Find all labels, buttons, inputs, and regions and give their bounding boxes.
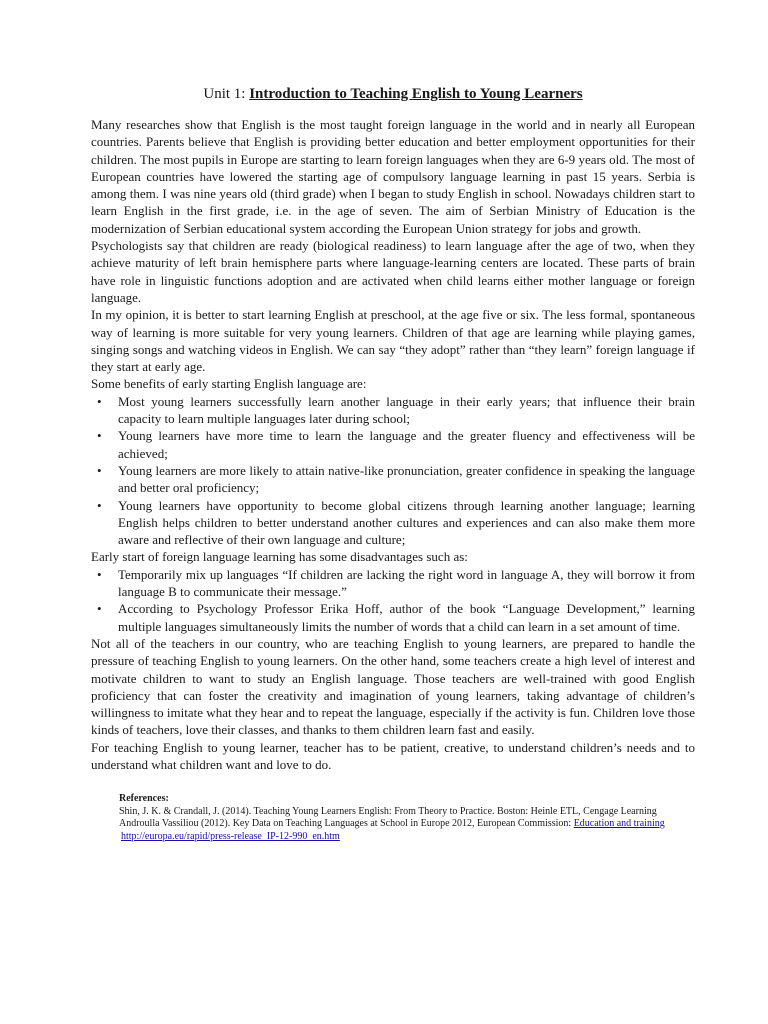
title-main: Introduction to Teaching English to Young Learners <box>249 86 583 102</box>
list-item <box>91 393 695 428</box>
paragraph-outro-2: For teaching English to young learner, teacher has to be patient, creative, to understand children’s needs and to understand what children want and love to do. <box>91 739 695 772</box>
bullet-icon: • <box>97 601 102 617</box>
list-item <box>91 566 695 601</box>
list-item-text: Most young learners successfully learn another language in their early years; that influence their brain capacity to learn multiple languages later during school; <box>118 393 695 427</box>
benefits-list <box>91 393 695 549</box>
list-item-text: According to Psychology Professor Erika Hoff, author of the book “Language Development,” learning multiple languages simultaneously limits the number of words that a child can learn in a set amount of time. <box>118 601 695 634</box>
paragraph-intro-2: Psychologists say that children are ready (biological readiness) to learn language after the age of two, when they achieve maturity of left brain hemisphere parts where language-learning centers are located. These parts of brain have role in linguistic functions adoption and are activated when child learns either mother language or foreign language. <box>91 238 695 305</box>
references-heading: References: <box>119 793 169 805</box>
bullet-icon: • <box>97 566 102 582</box>
benefits-intro: Some benefits of early starting English language are: <box>91 376 367 392</box>
list-item <box>91 462 695 497</box>
paragraph-outro-1: Not all of the teachers in our country, who are teaching English to young learners, are prepared to handle the pressure of teaching English to young learners. On the other hand, some teachers create a high level of interest and motivate children to want to study an English language. Those teachers are well-trained with good English proficiency that can foster the creativity and imagination of young learners, taking advantage of children’s willingness to imitate what they hear and to repeat the language, especially if the activity is fun. Children love those kinds of teachers, love their classes, and thanks to them children learn fast and easily. <box>91 635 695 738</box>
disadvantages-intro: Early start of foreign language learning has some disadvantages such as: <box>91 549 468 565</box>
list-item-text: Young learners have opportunity to become global citizens through learning another language; learning English helps children to better understand another cultures and experiences and can also make them more aware and reflective of their own language and culture; <box>118 497 695 548</box>
disadvantages-list <box>91 566 695 635</box>
references-section <box>119 793 695 843</box>
reference-1: Shin, J. K. & Crandall, J. (2014). Teaching Young Learners English: From Theory to Practice. Boston: Heinle ETL, Cengage Learning <box>119 805 657 817</box>
reference-2 <box>119 818 695 831</box>
list-item-text: Young learners have more time to learn the language and the greater fluency and effectiveness will be achieved; <box>118 428 695 461</box>
paragraph-intro-1: Many researches show that English is the most taught foreign language in the world and in nearly all European countries. Parents believe that English is providing better education and better employment opportunities for their children. The most pupils in Europe are starting to learn foreign languages when they are 6-9 years old. The most of European countries have lowered the starting age of compulsory language learning in past 15 years. Serbia is among them. I was nine years old (third grade) when I began to study English in school. Nowadays children start to learn English in the first grade, i.e. in the age of seven. The aim of Serbian Ministry of Education is the modernization of Serbian educational system according the European Union strategy for jobs and growth. <box>91 117 695 236</box>
education-training-link[interactable]: Education and training <box>573 818 665 830</box>
list-item <box>91 600 695 635</box>
bullet-icon: • <box>97 428 102 444</box>
bullet-icon: • <box>97 497 102 513</box>
reference-url-row <box>119 831 695 844</box>
reference-url-link[interactable]: http://europa.eu/rapid/press-release_IP-12-990_en.htm <box>121 830 340 842</box>
bullet-icon: • <box>97 393 102 409</box>
reference-2-text: Androulla Vassiliou (2012). Key Data on Teaching Languages at School in Europe 2012, European Commission: <box>119 818 574 830</box>
list-item-text: Temporarily mix up languages “If children are lacking the right word in language A, they will borrow it from language B to communicate their message.” <box>118 566 695 600</box>
paragraph-intro-3: In my opinion, it is better to start learning English at preschool, at the age five or six. The less formal, spontaneous way of learning is more suitable for very young learners. Children of that age are learning while playing games, singing songs and watching videos in English. We can say “they adopt” rather than “they learn” foreign language if they start at early age. <box>91 307 695 375</box>
page-title <box>91 84 695 104</box>
document-page <box>91 84 695 843</box>
list-item <box>91 497 695 549</box>
list-item-text: Young learners are more likely to attain native-like pronunciation, greater confidence in speaking the language and better oral proficiency; <box>118 462 695 496</box>
title-prefix: Unit 1: <box>203 86 250 102</box>
bullet-icon: • <box>97 462 102 478</box>
list-item <box>91 427 695 462</box>
